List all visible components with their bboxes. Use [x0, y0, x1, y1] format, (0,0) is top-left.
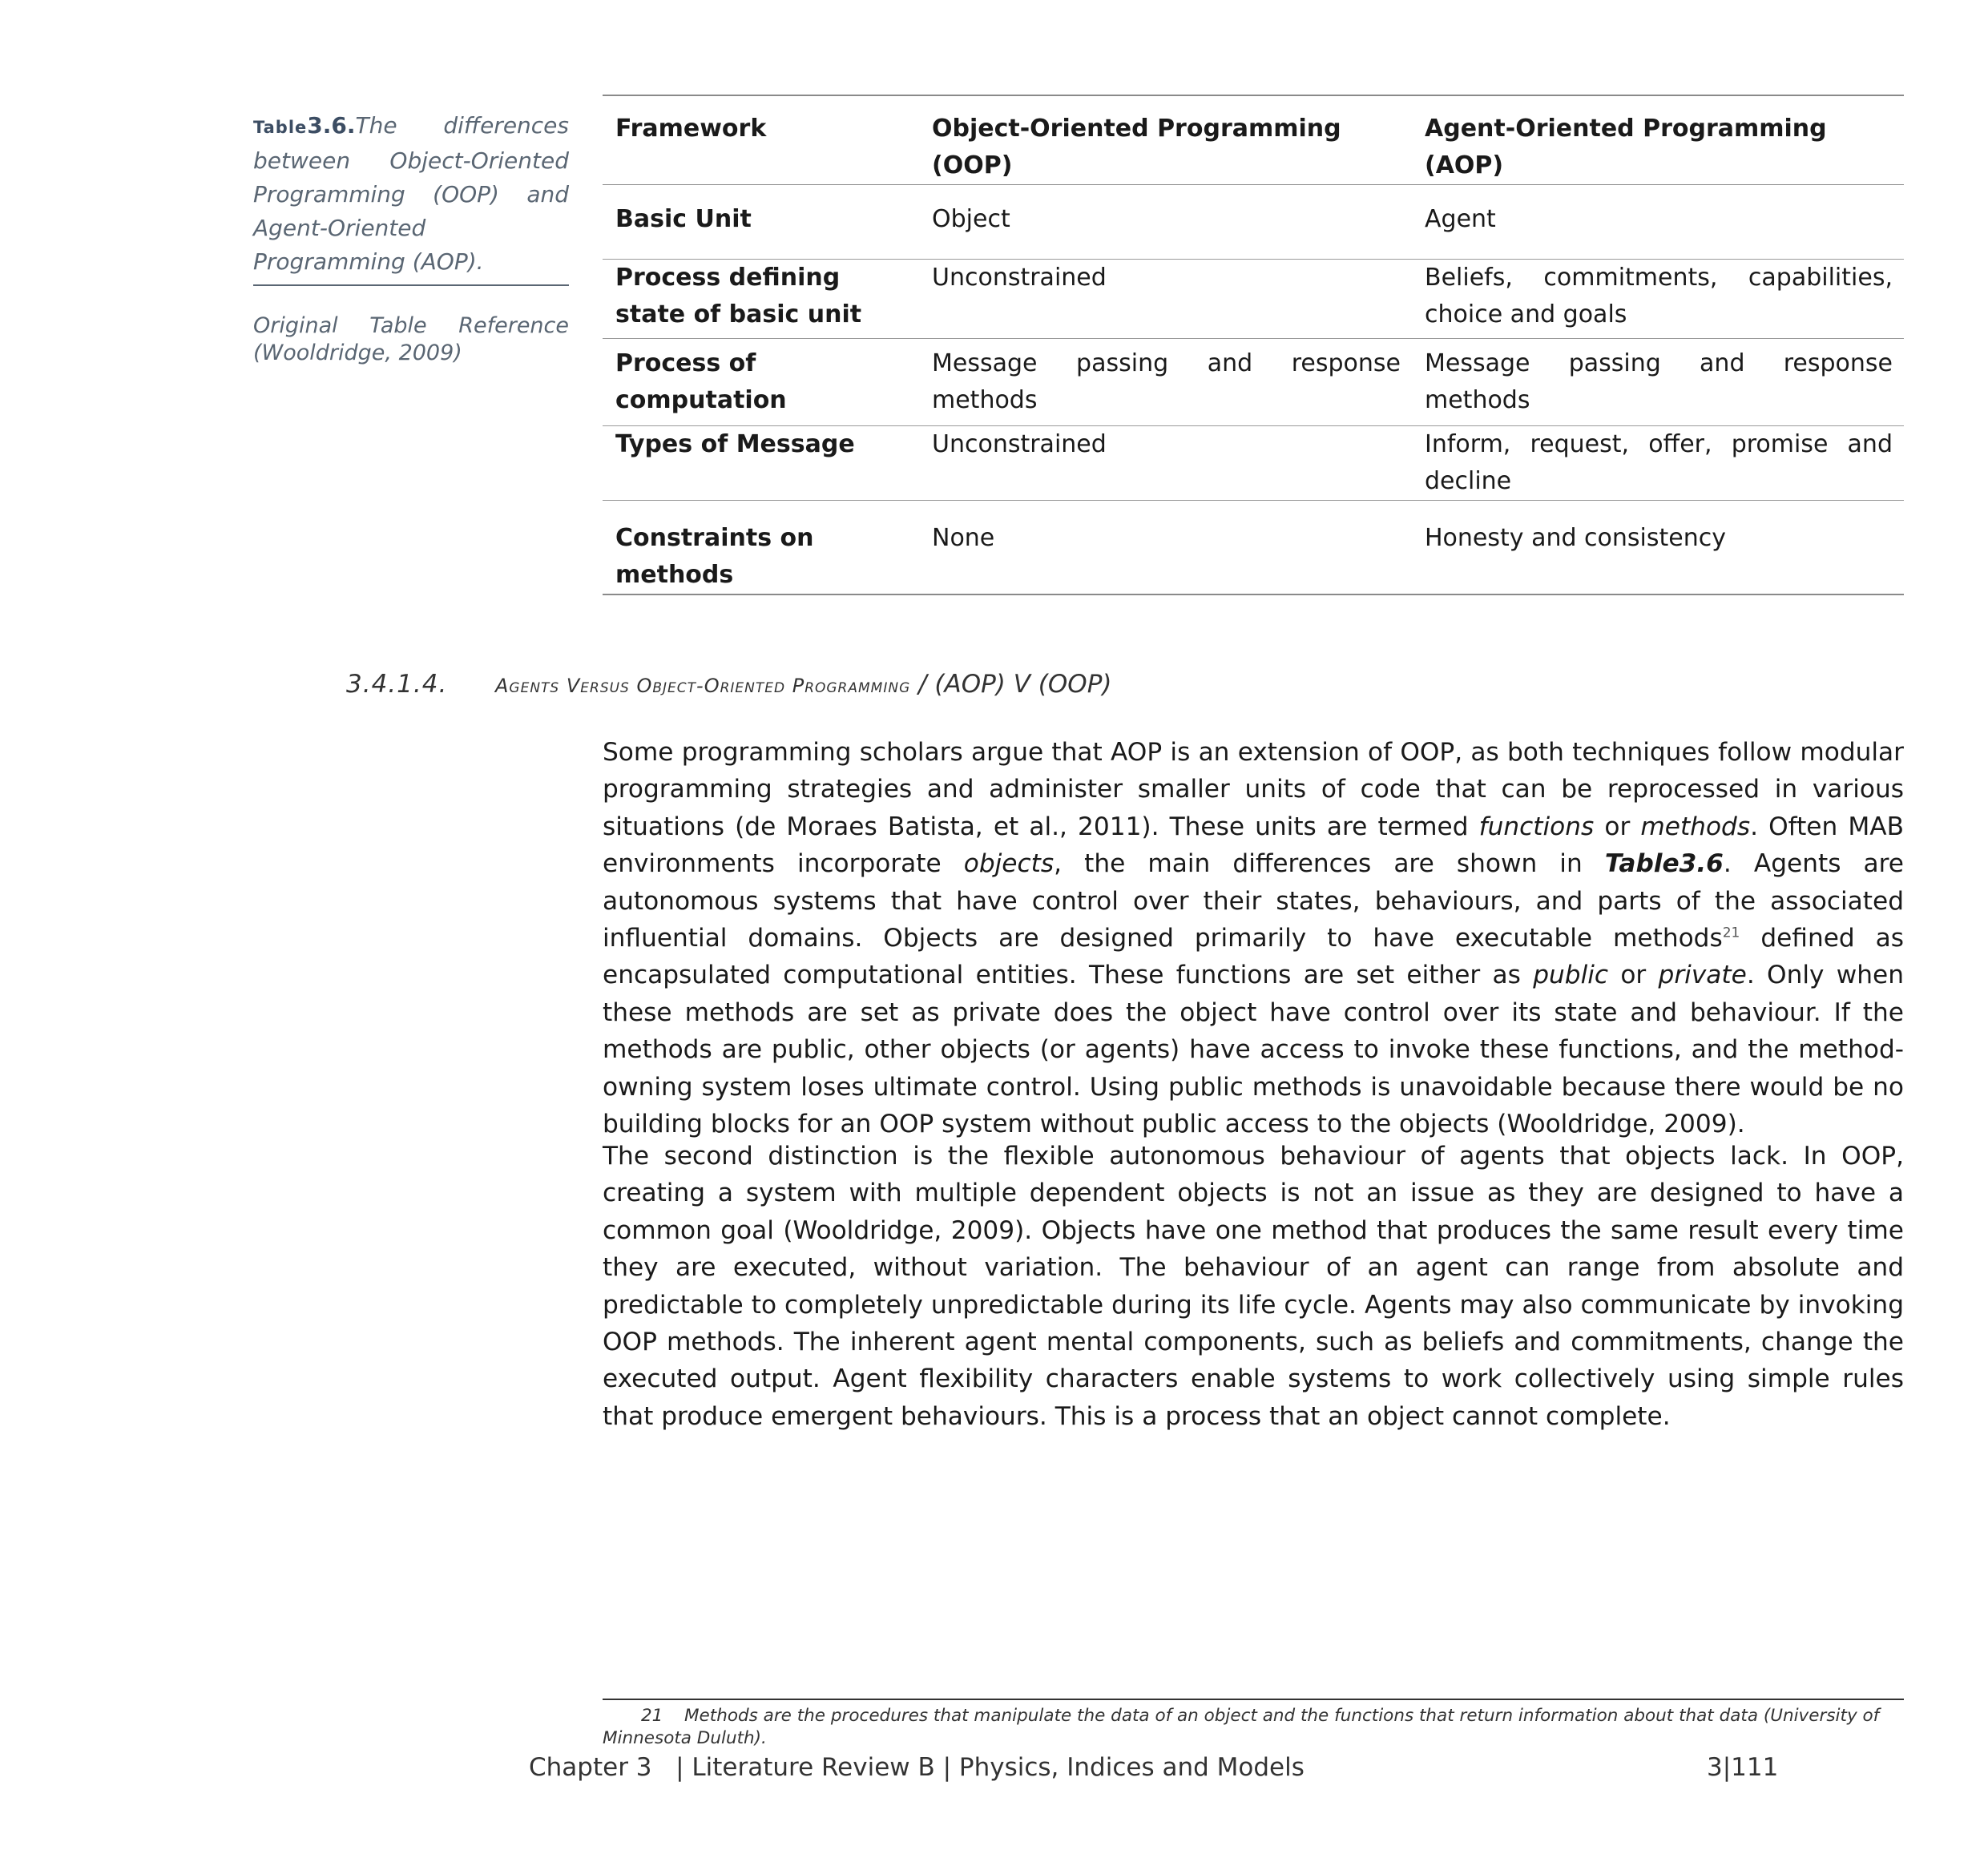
body-paragraph: Some programming scholars argue that AOP is an extension of OOP, as both techniques follow modular programming strategies and administer smaller units of code that can be reprocessed in various situations (de Moraes Batista, et al., 2011). These units are termed functions or methods. Often MAB environments incorporate objects, the main differences are shown in Table3.6. Agents are autonomous systems that have control over their states, behaviours, and parts of the associated influential domains. Objects are designed primarily to have executable methods$^{21}$ defined as encapsulated computational entities. These functions are set either as public or private. Only when these methods are set as private does the object have control over its state and behaviour. If the methods are public, other objects (or agents) have access to invoke these functions, and the method-owning system loses ultimate control. Using public methods is unavoidable because there would be no building blocks for an OOP system without public access to the objects (Wooldridge, 2009). — [603, 738, 1904, 1139]
table-caption — [253, 109, 569, 279]
table-cell: Message passing and response methods — [1425, 349, 1893, 414]
table-header-row — [603, 95, 1904, 185]
table-row-header: Types of Message — [615, 430, 855, 458]
table-caption-text: The differences between Object-Oriented Programming (OOP) and Agent-Oriented Programming (AOP). — [253, 112, 569, 275]
footnote-marker[interactable]: 21 — [1722, 925, 1740, 941]
table-row-header: Process defining state of basic unit — [615, 264, 862, 328]
table-row-header: Basic Unit — [615, 205, 752, 233]
table-cell: None — [932, 524, 995, 552]
table-reference-link[interactable]: Table3.6 — [1604, 849, 1724, 879]
table-cell: Unconstrained — [932, 264, 1107, 292]
table-row — [603, 260, 1904, 339]
body-paragraph: The second distinction is the flexible autonomous behaviour of agents that objects lack. In OOP, creating a system with multiple dependent objects is not an issue as they are designed to have a common goal (Wooldridge, 2009). Objects have one method that produces the same result every time they are executed, without variation. The behaviour of an agent can range from absolute and predictable to completely unpredictable during its life cycle. Agents may also communicate by invoking OOP methods. The inherent agent mental components, such as beliefs and commitments, change the executed output. Agent flexibility characters enable systems to work collectively using simple rules that produce emergent behaviours. This is a process that an object cannot complete. — [603, 1142, 1904, 1431]
table-reference-line1: Original Table Reference — [253, 313, 569, 338]
section-number: 3.4.1.4. — [346, 670, 448, 699]
table-reference-line2: (Wooldridge, 2009) — [253, 341, 462, 365]
table-cell: Agent — [1425, 205, 1496, 233]
footnote — [603, 1705, 1904, 1750]
table-row — [603, 501, 1904, 595]
table-row — [603, 426, 1904, 501]
table-cell: Message passing and response methods — [932, 349, 1401, 414]
footnote-text: Methods are the procedures that manipulate the data of an object and the functions that return information about that data (University of Minnesota Duluth). — [603, 1706, 1880, 1748]
table-cell: Object — [932, 205, 1010, 233]
table-cell: Honesty and consistency — [1425, 524, 1726, 552]
table-cell: Inform, request, offer, promise and decline — [1425, 430, 1893, 495]
page-footer-chapter: Chapter 3 | Literature Review B | Physics, Indices and Models — [529, 1753, 1304, 1782]
footnote-number: 21 — [641, 1706, 663, 1726]
table-cell: Unconstrained — [932, 430, 1107, 458]
table-row — [603, 185, 1904, 260]
table-header-cell: Agent-Oriented Programming (AOP) — [1412, 95, 1904, 185]
table-reference — [253, 312, 569, 367]
footnote-divider — [603, 1699, 1904, 1700]
comparison-table — [603, 95, 1904, 595]
table-row — [603, 339, 1904, 426]
table-row-header: Process of computation — [615, 349, 787, 414]
section-title: Agents Versus Object-Oriented Programming / (AOP) V (OOP) — [495, 670, 1112, 699]
table-row-header: Constraints on methods — [615, 524, 814, 589]
table-header-cell: Framework — [603, 95, 919, 185]
table-cell: Beliefs, commitments, capabilities, choice and goals — [1425, 264, 1893, 328]
caption-divider — [253, 284, 569, 286]
table-header-cell: Object-Oriented Programming (OOP) — [919, 95, 1412, 185]
table-caption-label: Table3.6. — [253, 112, 356, 139]
page-number: 3|111 — [1707, 1753, 1779, 1782]
